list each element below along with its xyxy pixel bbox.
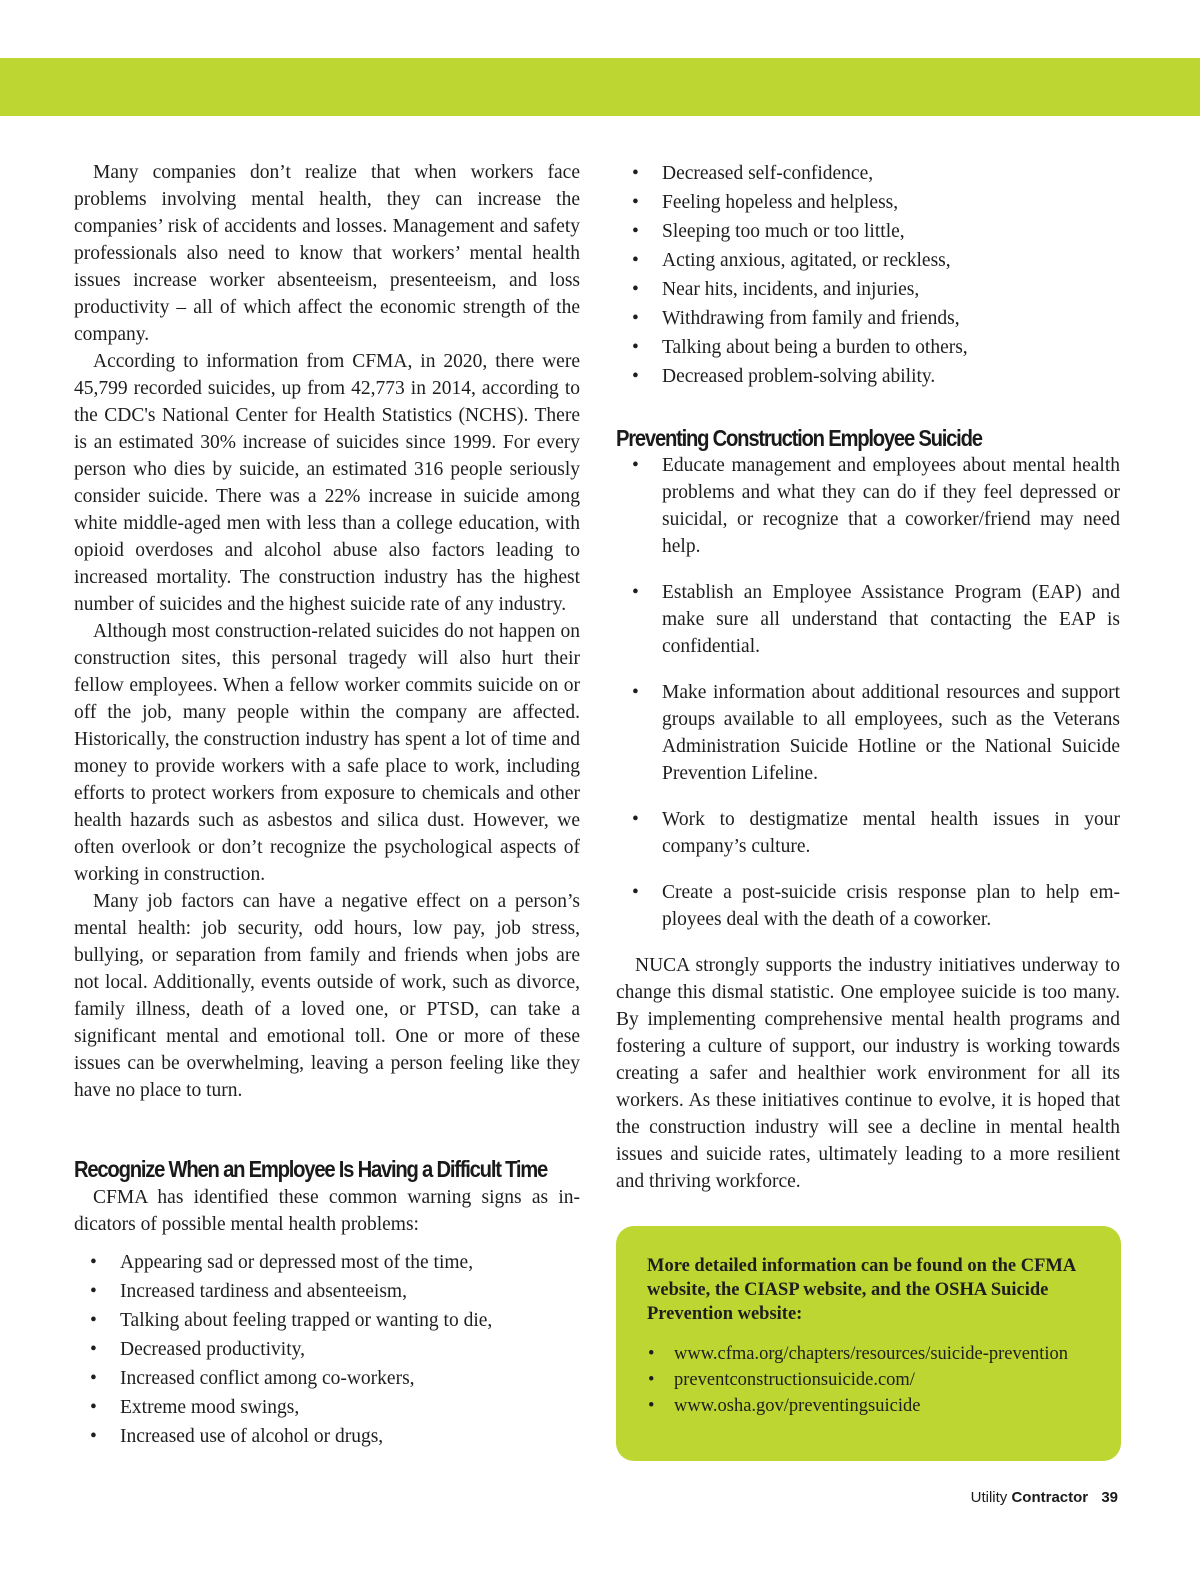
- recognize-intro: CFMA has identified these common warning signs as indicators of possible mental health problems:: [74, 1187, 580, 1235]
- preventing-heading: Preventing Construction Employee Suicide: [616, 425, 982, 451]
- bullet-icon: •: [632, 455, 639, 476]
- bullet-icon: •: [632, 337, 639, 358]
- bullet-icon: •: [632, 682, 639, 703]
- bullet-icon: •: [632, 582, 639, 603]
- preventing-list: [616, 452, 1120, 933]
- list-item: • Educate management and employees about mental health problems and what they can do if they feel depressed or suicidal, or recognize that a coworker/friend may need help.: [616, 452, 1120, 560]
- list-item: • Decreased self-confidence,: [616, 159, 1120, 188]
- bullet-icon: •: [632, 250, 639, 271]
- list-item: • Work to destigmatize mental health issues in your company’s culture.: [616, 806, 1120, 860]
- bullet-icon: •: [632, 366, 639, 387]
- list-item: • Increased use of alcohol or drugs,: [74, 1422, 580, 1451]
- closing-paragraph: NUCA strongly supports the industry initiatives underway to change this dismal statistic. One employee suicide is too many. By implementing comprehensive mental health programs and fostering a culture of support, our industry is working towards creating a safer and healthier work environment for all its workers. As these initiatives continue to evolve, it is hoped that the construction industry will see a decline in mental health issues and suicide rates, ultimately leading to a more resilient and thriving workforce.: [616, 955, 1120, 1192]
- page-number: 39: [1101, 1489, 1118, 1506]
- bullet-icon: •: [632, 809, 639, 830]
- statistics-paragraph: According to information from CFMA, in 2020, there were 45,799 recorded suicides, up from 42,773 in 2014, according to the CDC's National Center for Health Statistics (NCHS). There is an estimated 30% increase of suicides since 1999. For every person who dies by suicide, an estimated 316 people seriously consider suicide. There was a 22% increase in suicide among white middle-aged men with less than a college education, with opioid overdoses and alcohol abuse also factors leading to increased mortality. The construction industry has the highest number of suicides and the highest suicide rate of any industry.: [74, 351, 580, 615]
- footer-brand-regular: Utility: [970, 1489, 1008, 1506]
- bullet-icon: •: [648, 1370, 655, 1390]
- bullet-icon: •: [90, 1339, 97, 1360]
- right-column: [616, 159, 1120, 1195]
- list-item: • Decreased productivity,: [74, 1335, 580, 1364]
- footer-brand-bold: Contractor: [1011, 1489, 1089, 1506]
- resources-info-box: [616, 1226, 1121, 1461]
- bullet-icon: •: [90, 1397, 97, 1418]
- bullet-icon: •: [632, 163, 639, 184]
- warning-signs-list-b: [616, 159, 1120, 391]
- list-item: • Establish an Employee Assistance Program (EAP) and make sure all understand that contacting the EAP is confidential.: [616, 579, 1120, 660]
- bullet-icon: •: [90, 1281, 97, 1302]
- bullet-icon: •: [648, 1396, 655, 1416]
- recognize-heading: Recognize When an Employee Is Having a Difficult Time: [74, 1156, 548, 1182]
- list-item: • Withdrawing from family and friends,: [616, 304, 1120, 333]
- info-box-intro: More detailed information can be found on the CFMA website, the CIASP website, and the OSHA Suicide Prevention website:: [647, 1256, 1076, 1324]
- list-item: • Increased conflict among co-workers,: [74, 1364, 580, 1393]
- resource-links-list: [647, 1341, 1101, 1419]
- list-item: • Talking about feeling trapped or wanting to die,: [74, 1306, 580, 1335]
- resource-link[interactable]: • preventconstructionsuicide.com/: [647, 1367, 1101, 1393]
- bullet-icon: •: [90, 1310, 97, 1331]
- bullet-icon: •: [632, 221, 639, 242]
- list-item: • Feeling hopeless and helpless,: [616, 188, 1120, 217]
- bullet-icon: •: [632, 279, 639, 300]
- list-item: • Extreme mood swings,: [74, 1393, 580, 1422]
- intro-paragraph: Many companies don’t realize that when workers face problems involving mental health, they can increase the companies’ risk of accidents and losses. Management and safety professionals also need to know that workers’ mental health issues increase worker absenteeism, presenteeism, and loss productivity – all of which affect the economic strength of the company.: [74, 162, 580, 345]
- left-column: [74, 159, 580, 1451]
- page-footer: [971, 1489, 1118, 1506]
- impact-paragraph: Although most construction-related suicides do not happen on construction sites, this personal tragedy will also hurt their fellow employees. When a fellow worker commits suicide on or off the job, many people within the company are affected. Historically, the construction industry has spent a lot of time and money to provide workers with a safe place to work, including efforts to protect workers from exposure to chemicals and other health hazards such as asbestos and silica dust. However, we often overlook or don’t recognize the psychological aspects of working in construction.: [74, 621, 580, 885]
- list-item: • Sleeping too much or too little,: [616, 217, 1120, 246]
- list-item: • Talking about being a burden to others,: [616, 333, 1120, 362]
- list-item: • Make information about additional resources and support groups available to all employees, such as the Veterans Administration Suicide Hotline or the National Suicide Prevention Lifeline.: [616, 679, 1120, 787]
- top-accent-band: [0, 58, 1200, 116]
- resource-link[interactable]: • www.cfma.org/chapters/resources/suicide-prevention: [647, 1341, 1101, 1367]
- list-item: • Decreased problem-solving ability.: [616, 362, 1120, 391]
- bullet-icon: •: [632, 308, 639, 329]
- list-item: • Acting anxious, agitated, or reckless,: [616, 246, 1120, 275]
- list-item: • Appearing sad or depressed most of the time,: [74, 1248, 580, 1277]
- bullet-icon: •: [90, 1368, 97, 1389]
- job-factors-paragraph: Many job factors can have a negative effect on a person’s mental health: job security, odd hours, low pay, job stress, bullying, or separation from family and friends when jobs are not local. Additionally, events outside of work, such as divorce, family illness, death of a loved one, or PTSD, can take a significant mental and emotional toll. One or more of these issues can be overwhelming, leaving a person feeling like they have no place to turn.: [74, 891, 580, 1101]
- bullet-icon: •: [90, 1426, 97, 1447]
- bullet-icon: •: [90, 1252, 97, 1273]
- list-item: • Increased tardiness and absenteeism,: [74, 1277, 580, 1306]
- bullet-icon: •: [632, 882, 639, 903]
- resource-link[interactable]: • www.osha.gov/preventingsuicide: [647, 1393, 1101, 1419]
- list-item: • Create a post-suicide crisis response plan to help employees deal with the death of a coworker.: [616, 879, 1120, 933]
- warning-signs-list-a: [74, 1248, 580, 1451]
- bullet-icon: •: [648, 1344, 655, 1364]
- list-item: • Near hits, incidents, and injuries,: [616, 275, 1120, 304]
- bullet-icon: •: [632, 192, 639, 213]
